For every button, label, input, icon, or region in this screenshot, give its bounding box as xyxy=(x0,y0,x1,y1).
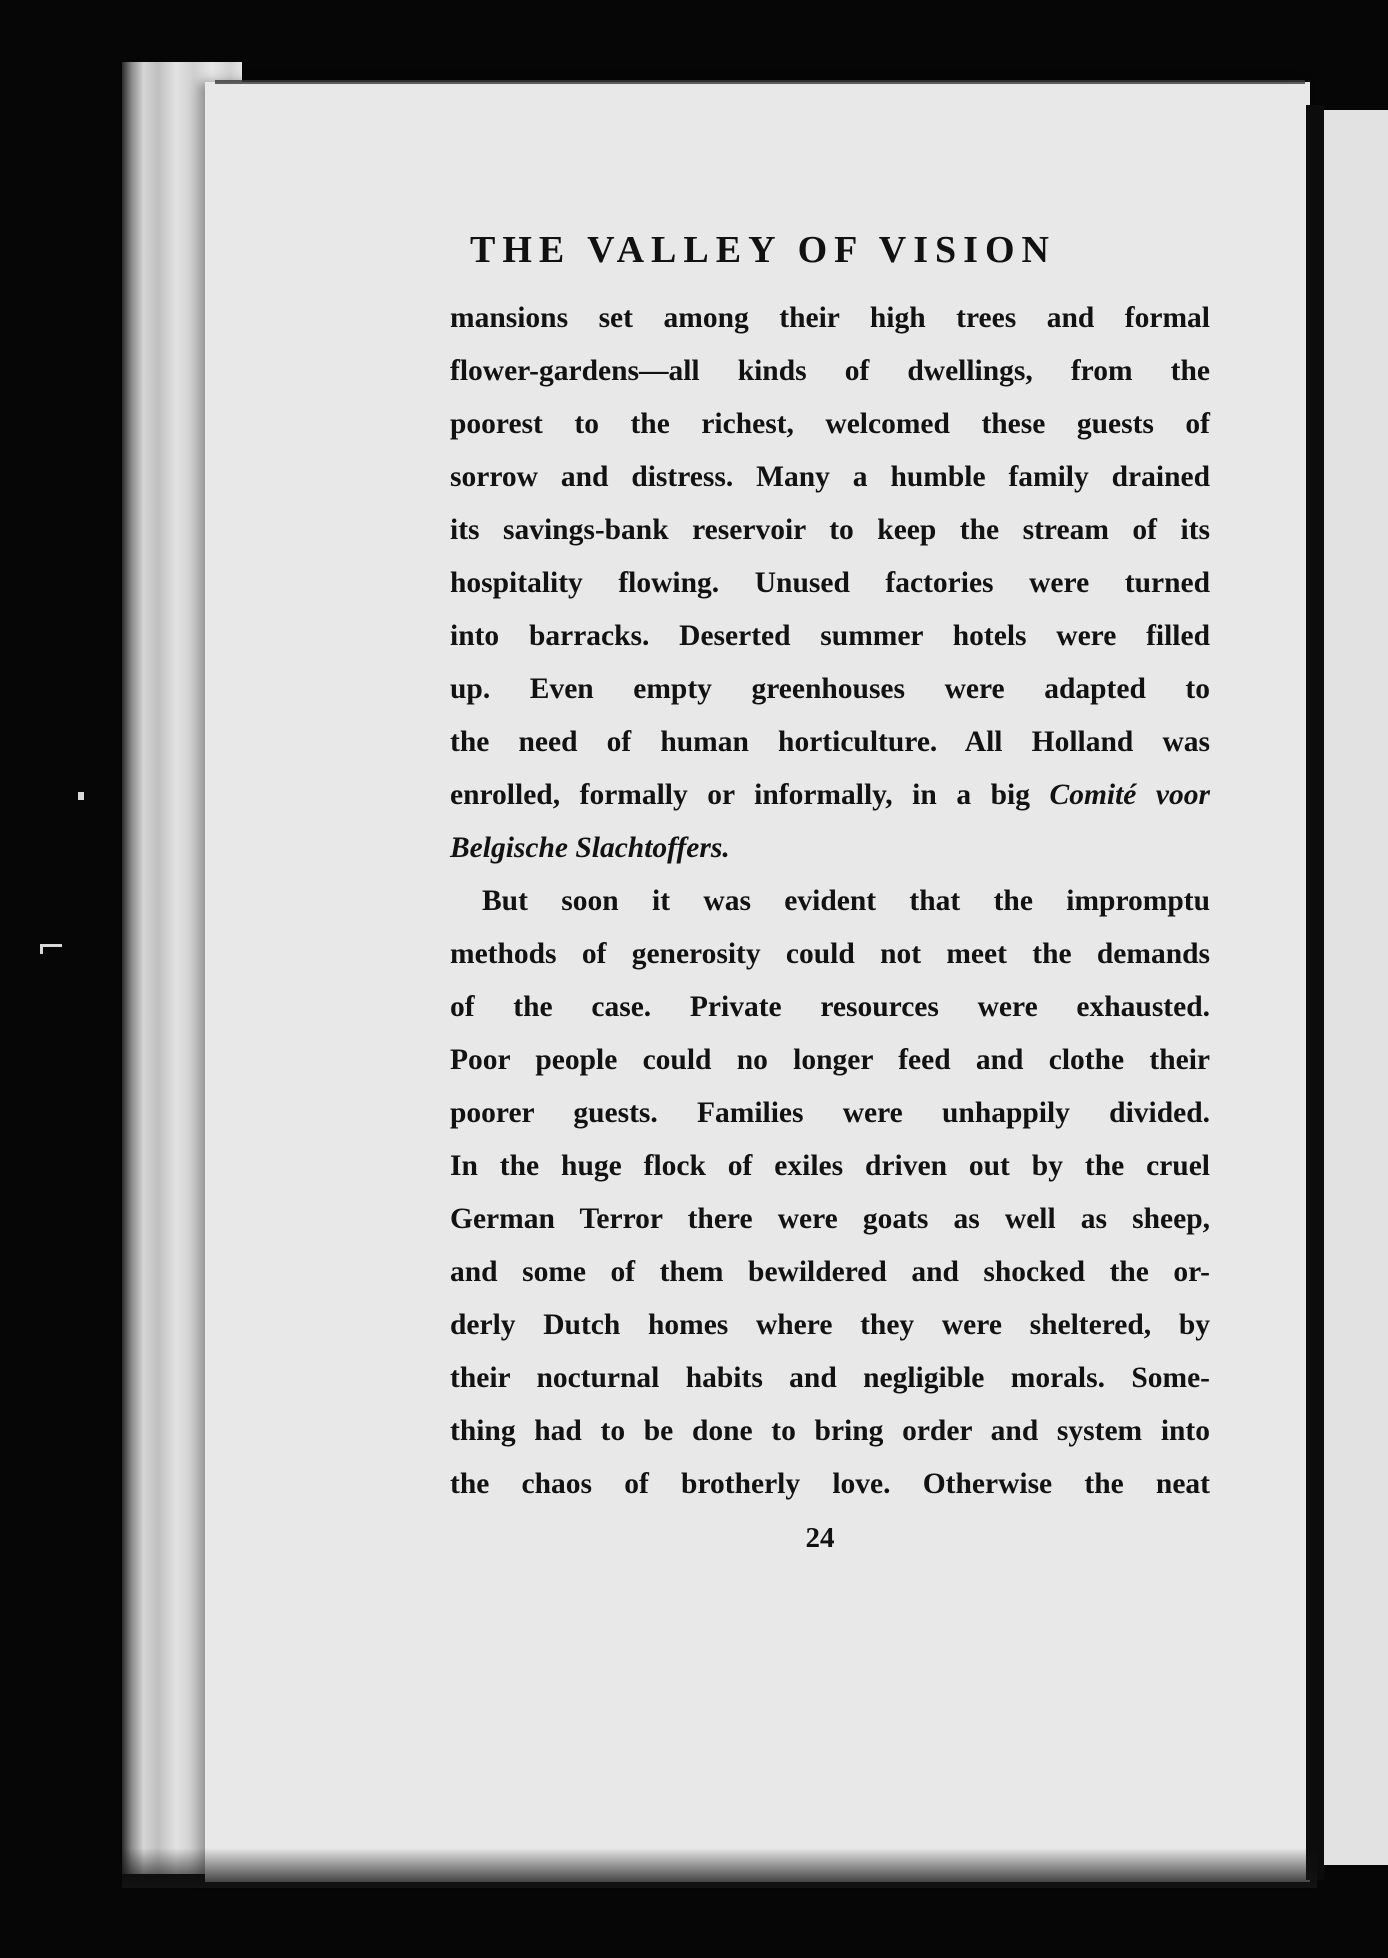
text-line: the chaos of brotherly love. Otherwise the neat xyxy=(450,1468,1210,1500)
text-line: But soon it was evident that the impromptu xyxy=(482,885,1210,917)
text-line: sorrow and distress. Many a humble family drained xyxy=(450,461,1210,493)
italic-phrase: Belgische Slachtoffers. xyxy=(450,832,730,864)
text-line: In the huge flock of exiles driven out by the cruel xyxy=(450,1150,1210,1182)
page-top-edge xyxy=(215,80,1305,84)
text-line: poorer guests. Families were unhappily divided. xyxy=(450,1097,1210,1129)
text-span: enrolled, formally or informally, in a big xyxy=(450,779,1050,811)
scan-mark xyxy=(40,944,43,954)
text-line: flower-gardens—all kinds of dwellings, from the xyxy=(450,355,1210,387)
scan-mark xyxy=(78,792,84,800)
italic-phrase: Comité voor xyxy=(1049,779,1210,811)
facing-page-edge xyxy=(1324,110,1388,1865)
book-gutter xyxy=(1306,105,1324,1880)
page-number: 24 xyxy=(805,1522,835,1554)
text-line: mansions set among their high trees and formal xyxy=(450,302,1210,334)
text-line: German Terror there were goats as well as sheep, xyxy=(450,1203,1210,1235)
text-line: up. Even empty greenhouses were adapted to xyxy=(450,673,1210,705)
page-bottom-shadow xyxy=(122,1848,1317,1888)
text-line: its savings-bank reservoir to keep the stream of its xyxy=(450,514,1210,546)
text-line: poorest to the richest, welcomed these guests of xyxy=(450,408,1210,440)
text-line: thing had to be done to bring order and system into xyxy=(450,1415,1210,1447)
text-line: hospitality flowing. Unused factories were turned xyxy=(450,567,1210,599)
text-line: methods of generosity could not meet the demands xyxy=(450,938,1210,970)
scan-mark xyxy=(40,944,62,947)
text-line: the need of human horticulture. All Holland was xyxy=(450,726,1210,758)
text-line: their nocturnal habits and negligible morals. Some- xyxy=(450,1362,1210,1394)
text-line xyxy=(450,769,1210,822)
body-text xyxy=(450,292,1210,1511)
text-line: Poor people could no longer feed and clothe their xyxy=(450,1044,1210,1076)
text-line xyxy=(450,822,1210,875)
text-line: derly Dutch homes where they were sheltered, by xyxy=(450,1309,1210,1341)
paragraph-1 xyxy=(450,292,1210,875)
text-line: into barracks. Deserted summer hotels were filled xyxy=(450,620,1210,652)
text-line: of the case. Private resources were exhausted. xyxy=(450,991,1210,1023)
text-line: and some of them bewildered and shocked the or- xyxy=(450,1256,1210,1288)
running-head: THE VALLEY OF VISION xyxy=(470,229,1056,271)
paragraph-2 xyxy=(450,875,1210,1511)
